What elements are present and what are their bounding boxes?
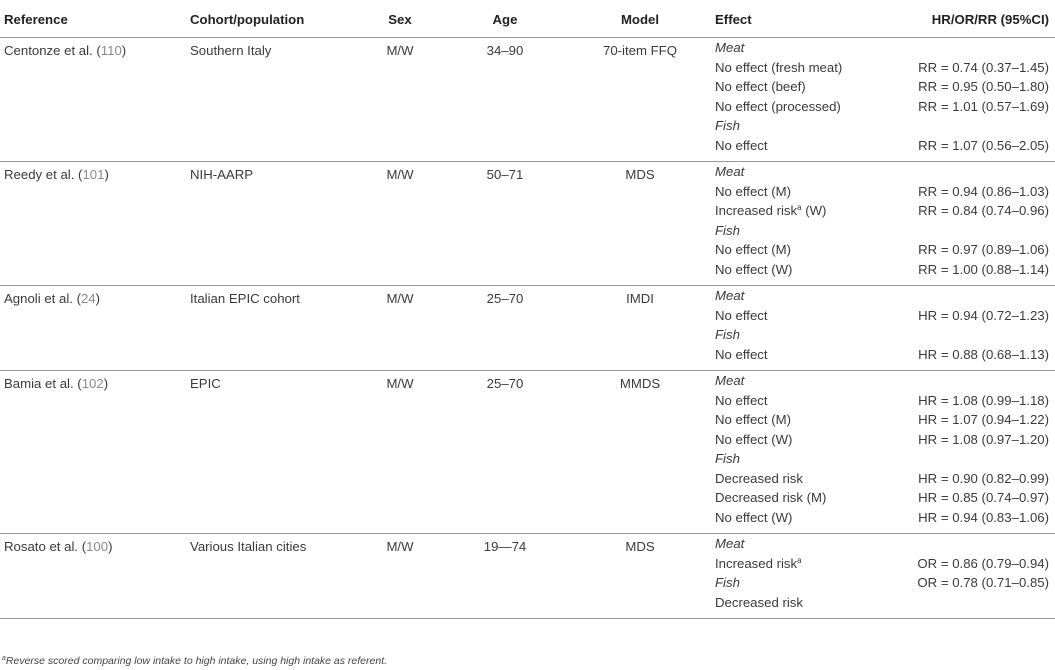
table-row [0, 534, 1055, 619]
ratio-cell [900, 371, 1055, 534]
effect-item [715, 593, 900, 613]
effect-item [715, 508, 900, 528]
effect-cell [715, 162, 900, 286]
row-spacer [900, 279, 1055, 285]
cohort: Various Italian cities [190, 539, 307, 554]
cohort: NIH-AARP [190, 167, 254, 182]
sex-cell [355, 371, 445, 534]
ratio-value: OR = 0.86 (0.79–0.94) [917, 555, 1049, 571]
effect-item [715, 240, 900, 260]
effect-text: No effect (W) [715, 509, 793, 525]
effect-cell [715, 286, 900, 371]
sex-cell [355, 38, 445, 162]
effect-cell [715, 534, 900, 619]
header-effect: Effect [715, 5, 900, 38]
table-row [0, 286, 1055, 371]
effect-item [715, 345, 900, 365]
study-table [0, 5, 1055, 619]
cohort-cell [190, 162, 355, 286]
reference-text [4, 374, 190, 393]
effect-text: No effect (processed) [715, 98, 841, 114]
effect-text: No effect [715, 346, 768, 362]
header-reference: Reference [0, 5, 190, 38]
effect-category [715, 534, 900, 554]
footnote-text: Reverse scored comparing low intake to high intake, using high intake as referent. [5, 655, 388, 667]
ratio-value: HR = 0.90 (0.82–0.99) [918, 470, 1049, 486]
age-cell [445, 371, 565, 534]
effect-item [715, 306, 900, 326]
header-cohort: Cohort/population [190, 5, 355, 38]
ratio-cell [900, 162, 1055, 286]
effect-text: Fish [715, 118, 740, 133]
effect-category [715, 449, 900, 469]
row-spacer [715, 527, 900, 533]
age: 25–70 [486, 376, 524, 391]
ratio-value: RR = 1.07 (0.56–2.05) [918, 137, 1049, 153]
reference-cell [0, 162, 190, 286]
sex: M/W [386, 539, 414, 554]
effect-category [715, 162, 900, 182]
ratio-value [900, 116, 1055, 136]
reference-author: Reedy et al. ( [4, 167, 83, 182]
effect-item [715, 430, 900, 450]
effect-text: No effect (W) [715, 261, 793, 277]
reference-text [4, 537, 190, 556]
effect-item [715, 391, 900, 411]
footnote-mark: a [2, 655, 6, 662]
model-cell [565, 371, 715, 534]
cohort: EPIC [190, 376, 221, 391]
effect-text: Increased risk [715, 203, 798, 218]
cohort-cell [190, 534, 355, 619]
reference-close: ) [121, 43, 127, 58]
effect-cell [715, 371, 900, 534]
ratio-value [900, 38, 1055, 58]
ratio-cell [900, 38, 1055, 162]
effect-text: Meat [715, 536, 745, 551]
sex-cell [355, 286, 445, 371]
ratio-value: HR = 0.94 (0.72–1.23) [918, 307, 1049, 323]
sex: M/W [386, 291, 414, 306]
reference-text [4, 165, 190, 184]
reference-close: ) [95, 291, 101, 306]
cohort-cell [190, 371, 355, 534]
header-model: Model [565, 5, 715, 38]
ratio-value: HR = 0.88 (0.68–1.13) [918, 346, 1049, 362]
effect-text: Meat [715, 288, 745, 303]
effect-item [715, 410, 900, 430]
cohort: Southern Italy [190, 43, 272, 58]
effect-text: Meat [715, 164, 745, 179]
cohort-cell [190, 38, 355, 162]
effect-category [715, 371, 900, 391]
effect-item [715, 469, 900, 489]
effect-item [715, 182, 900, 202]
effect-category [715, 573, 900, 593]
age-cell [445, 534, 565, 619]
footnote-marker: a [797, 203, 802, 212]
sex-cell [355, 162, 445, 286]
ratio-value: RR = 1.00 (0.88–1.14) [918, 261, 1049, 277]
reference-author: Bamia et al. ( [4, 376, 82, 391]
header-age: Age [445, 5, 565, 38]
table-row [0, 162, 1055, 286]
effect-text: No effect [715, 307, 768, 323]
effect-category [715, 221, 900, 241]
citation-link[interactable]: 100 [86, 539, 109, 554]
sex-cell [355, 534, 445, 619]
ratio-value: OR = 0.78 (0.71–0.85) [917, 575, 1049, 590]
effect-text: No effect (beef) [715, 79, 806, 94]
model-cell [565, 38, 715, 162]
row-spacer [900, 527, 1055, 533]
ratio-value [900, 449, 1055, 469]
footnote [2, 655, 387, 667]
row-spacer [715, 364, 900, 370]
effect-text: Fish [715, 451, 740, 466]
effect-text: No effect (fresh meat) [715, 59, 843, 75]
model: MMDS [619, 376, 661, 391]
citation-link[interactable]: 24 [80, 291, 96, 306]
cohort: Italian EPIC cohort [190, 291, 300, 306]
reference-close: ) [104, 167, 109, 182]
ratio-value [900, 534, 1055, 554]
effect-text: Fish [715, 575, 740, 590]
header-sex: Sex [355, 5, 445, 38]
ratio-cell [900, 286, 1055, 371]
effect-text: Meat [715, 373, 745, 388]
table-row [0, 38, 1055, 162]
row-spacer [900, 364, 1055, 370]
effect-item [715, 260, 900, 280]
row-spacer [900, 612, 1055, 618]
reference-close: ) [103, 376, 109, 391]
row-spacer [715, 279, 900, 285]
effect-cell [715, 38, 900, 162]
header-row [0, 5, 1055, 38]
row-spacer [715, 155, 900, 161]
effect-text: Decreased risk [715, 470, 803, 486]
effect-text: No effect (M) [715, 242, 791, 257]
model: MDS [625, 167, 655, 182]
effect-text: No effect (M) [715, 183, 791, 199]
ratio-value [900, 593, 1055, 613]
effect-text: Decreased risk (M) [715, 490, 827, 505]
ratio-value: HR = 1.08 (0.97–1.20) [918, 431, 1049, 447]
ratio-value: HR = 1.07 (0.94–1.22) [918, 412, 1049, 427]
effect-suffix: (W) [801, 203, 827, 218]
reference-cell [0, 286, 190, 371]
effect-text: Fish [715, 222, 740, 238]
age: 19—74 [483, 539, 527, 554]
reference-cell [0, 371, 190, 534]
age: 34–90 [486, 43, 524, 58]
age: 50–71 [486, 167, 524, 182]
effect-item [715, 201, 900, 221]
effect-text: Increased risk [715, 555, 798, 571]
ratio-value: RR = 0.94 (0.86–1.03) [918, 183, 1049, 199]
table-body [0, 38, 1055, 619]
effect-item [715, 97, 900, 117]
ratio-value: RR = 0.84 (0.74–0.96) [918, 203, 1049, 218]
model-cell [565, 162, 715, 286]
effect-text: Fish [715, 327, 740, 342]
effect-item [715, 58, 900, 78]
sex: M/W [386, 376, 414, 391]
ratio-value [900, 325, 1055, 345]
citation-link[interactable]: 102 [81, 376, 104, 391]
reference-cell [0, 534, 190, 619]
age-cell [445, 286, 565, 371]
ratio-value: HR = 0.85 (0.74–0.97) [918, 490, 1049, 505]
effect-item [715, 488, 900, 508]
citation-link[interactable]: 110 [100, 43, 122, 58]
effect-text: Meat [715, 40, 745, 55]
ratio-value: RR = 0.95 (0.50–1.80) [918, 79, 1049, 94]
footnote-marker: a [797, 555, 802, 565]
cohort-cell [190, 286, 355, 371]
sex: M/W [386, 167, 414, 182]
effect-item [715, 77, 900, 97]
reference-text [4, 289, 190, 308]
model: 70-item FFQ [602, 43, 677, 58]
effect-text: No effect [715, 392, 768, 408]
effect-category [715, 38, 900, 58]
age: 25–70 [486, 291, 524, 306]
effect-text: No effect [715, 137, 768, 153]
model: IMDI [626, 291, 654, 306]
model-cell [565, 534, 715, 619]
reference-close: ) [108, 539, 113, 554]
row-spacer [900, 155, 1055, 161]
age-cell [445, 38, 565, 162]
model-cell [565, 286, 715, 371]
effect-category [715, 325, 900, 345]
ratio-value: RR = 1.01 (0.57–1.69) [918, 98, 1049, 114]
effect-item [715, 136, 900, 156]
ratio-value [900, 286, 1055, 306]
reference-author: Rosato et al. ( [4, 539, 87, 554]
table-row [0, 371, 1055, 534]
effect-item [715, 554, 900, 574]
effect-text: No effect (M) [715, 412, 791, 427]
reference-author: Centonze et al. ( [4, 43, 101, 58]
effect-category [715, 286, 900, 306]
model: MDS [625, 539, 655, 554]
ratio-cell [900, 534, 1055, 619]
ratio-value: HR = 1.08 (0.99–1.18) [918, 392, 1049, 408]
reference-cell [0, 38, 190, 162]
ratio-value: RR = 0.74 (0.37–1.45) [918, 59, 1049, 75]
effect-category [715, 116, 900, 136]
reference-author: Agnoli et al. ( [4, 291, 81, 306]
header-ratio: HR/OR/RR (95%CI) [900, 5, 1055, 38]
reference-text [4, 41, 190, 60]
ratio-value: HR = 0.94 (0.83–1.06) [918, 509, 1049, 525]
effect-text: Decreased risk [715, 594, 803, 610]
age-cell [445, 162, 565, 286]
ratio-value [900, 162, 1055, 182]
effect-text: No effect (W) [715, 431, 793, 447]
citation-link[interactable]: 101 [82, 167, 105, 182]
ratio-value: RR = 0.97 (0.89–1.06) [918, 242, 1049, 257]
row-spacer [715, 612, 900, 618]
ratio-value [900, 371, 1055, 391]
sex: M/W [386, 43, 414, 58]
ratio-value [900, 221, 1055, 241]
